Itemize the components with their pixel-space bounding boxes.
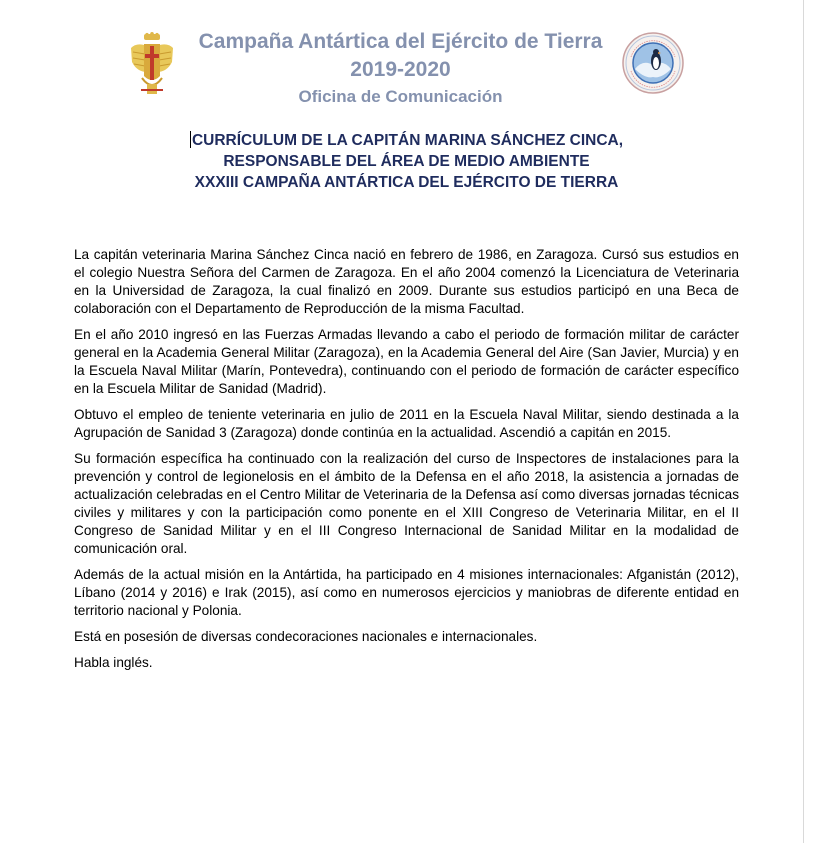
paragraph-military-training: En el año 2010 ingresó en las Fuerzas Armadas llevando a cabo el periodo de formación militar de carácter general en la Academia General Militar (Zaragoza), en la Academia General del Aire (San Javier, Murcia) y en la Escuela Naval Militar (Marín, Pontevedra), continuando con el periodo de formación de carácter específico en la Escuela Militar de Sanidad (Madrid). — [74, 327, 739, 396]
paragraph-languages: Habla inglés. — [74, 655, 153, 670]
cv-body — [74, 246, 739, 680]
paragraph-specific-training: Su formación específica ha continuado con la realización del curso de Inspectores de instalaciones para la prevención y control de legionelosis en el ámbito de la Defensa en el año 2018, la asistencia a jornadas de actualización celebradas en el Centro Militar de Veterinaria de la Defensa así como diversas jornadas técnicas civiles y militares y con la participación como ponente en el XIII Congreso de Veterinaria Militar, en el II Congreso de Sanidad Militar y en el III Congreso Internacional de Sanidad Militar en la modalidad de comunicación oral. — [74, 451, 739, 556]
antarctic-campaign-seal-logo — [621, 31, 685, 95]
header-office-name: Oficina de Comunicación — [298, 87, 503, 106]
cv-title-line-1: CURRÍCULUM DE LA CAPITÁN MARINA SÁNCHEZ CINCA, — [191, 132, 624, 149]
paragraph-birth-education: La capitán veterinaria Marina Sánchez Cinca nació en febrero de 1986, en Zaragoza. Cursó sus estudios en el colegio Nuestra Señora del Carmen de Zaragoza. En el año 2004 comenzó la Licenciatura de Veterinaria en la Universidad de Zaragoza, la cual finalizó en 2009. Durante sus estudios participó en una Beca de colaboración con el Departamento de Reproducción de la misma Facultad. — [74, 247, 739, 316]
header-campaign-years: 2019-2020 — [350, 58, 451, 81]
paragraph-missions: Además de la actual misión en la Antártida, ha participado en 4 misiones internacionales: Afganistán (2012), Líbano (2014 y 2016) e Irak (2015), así como en numerosos ejercicios y maniobras de diferente entidad en territorio nacional y Polonia. — [74, 567, 739, 618]
paragraph-decorations: Está en posesión de diversas condecoraciones nacionales e internacionales. — [74, 629, 538, 644]
paragraph-career: Obtuvo el empleo de teniente veterinaria en julio de 2011 en la Escuela Naval Militar, siendo destinada a la Agrupación de Sanidad 3 (Zaragoza) donde continúa en la actualidad. Ascendió a capitán en 2015. — [74, 407, 739, 440]
header-campaign-title: Campaña Antártica del Ejército de Tierra — [198, 30, 603, 53]
cv-title — [0, 130, 813, 193]
document-header — [0, 28, 813, 110]
text-cursor — [190, 131, 191, 148]
cv-title-line-3: XXXIII CAMPAÑA ANTÁRTICA DEL EJÉRCITO DE TIERRA — [194, 174, 619, 191]
cv-title-line-2: RESPONSABLE DEL ÁREA DE MEDIO AMBIENTE — [223, 153, 590, 170]
